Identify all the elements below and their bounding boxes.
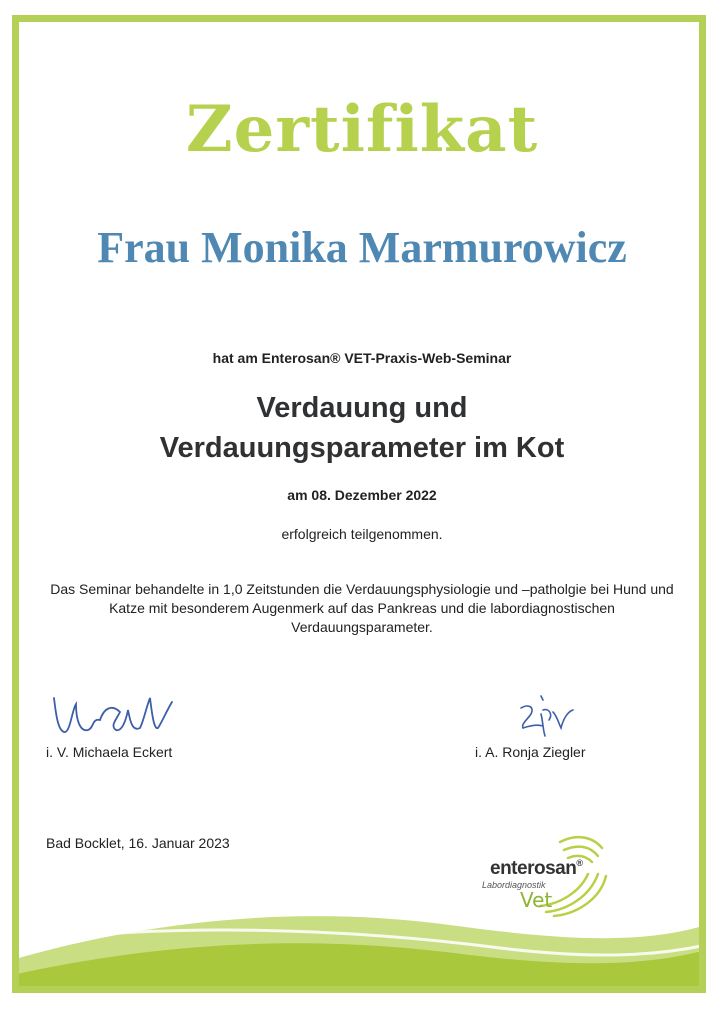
participation-result: erfolgreich teilgenommen. (281, 526, 443, 542)
certificate-title: Zertifikat (185, 92, 539, 167)
enterosan-vet-logo (468, 828, 618, 918)
signatory-left-name: i. V. Michaela Eckert (46, 744, 173, 760)
seminar-topic-line-2: Verdauungsparameter im Kot (159, 432, 565, 464)
seminar-description: Das Seminar behandelte in 1,0 Zeitstunden die Verdauungsphysiologie und –patholgie bei Hund und Katze mit besonderem Augenmerk auf das Pankreas und die labordiagnostischen Verdauungsparameter. (50, 581, 674, 635)
logo-vet-text: Vet (520, 888, 553, 912)
seminar-intro: hat am Enterosan® VET-Praxis-Web-Seminar (212, 350, 512, 366)
seminar-topic (0, 388, 724, 468)
logo-registered-mark: ® (576, 858, 583, 868)
logo-brand-word: enterosan (490, 858, 577, 879)
recipient-name: Frau Monika Marmurowicz (97, 223, 627, 272)
signature-right (513, 694, 583, 738)
place-and-date: Bad Bocklet, 16. Januar 2023 (46, 835, 230, 851)
seminar-date: am 08. Dezember 2022 (287, 487, 437, 503)
signatory-right-name: i. A. Ronja Ziegler (475, 744, 586, 760)
seminar-topic-line-1: Verdauung und (256, 392, 468, 424)
logo-brand-text (490, 858, 582, 880)
logo-subtitle: Labordiagnostik (482, 880, 546, 890)
signature-left (50, 690, 190, 740)
